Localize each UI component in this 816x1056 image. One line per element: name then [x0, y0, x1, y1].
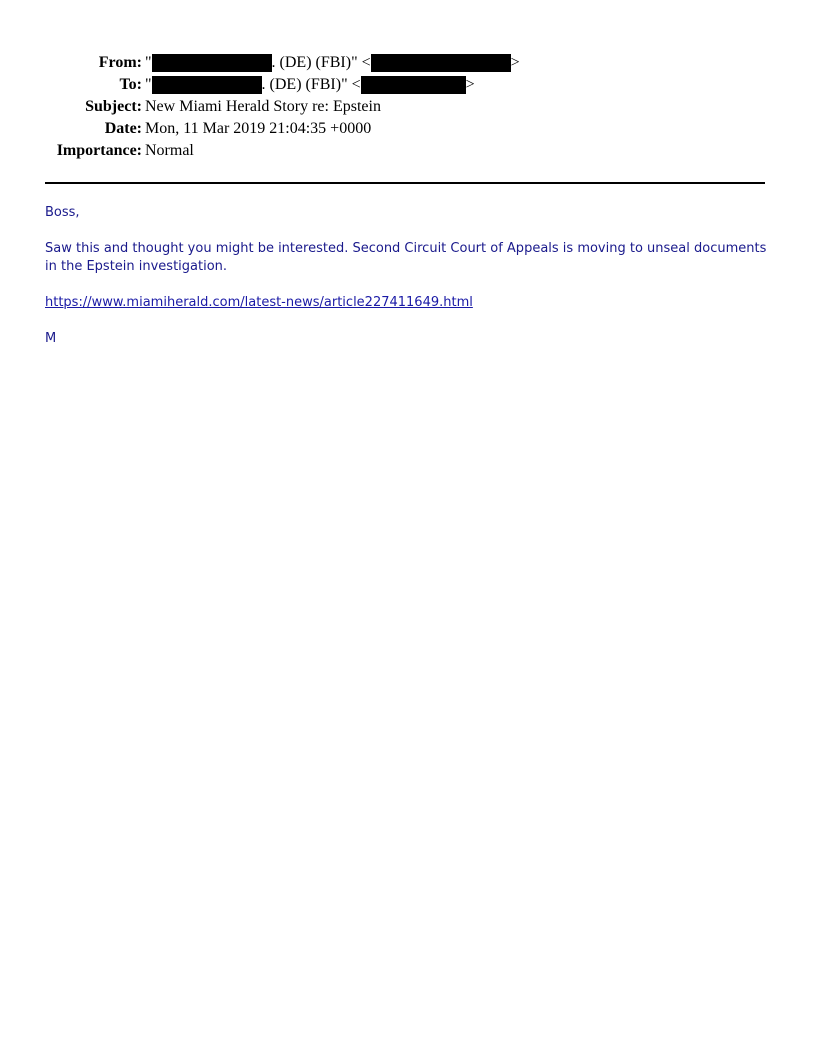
to-prefix: " — [145, 76, 152, 93]
date-value: Mon, 11 Mar 2019 21:04:35 +0000 — [145, 120, 372, 137]
redaction-block — [152, 54, 272, 72]
header-divider — [45, 182, 765, 184]
subject-row — [0, 96, 816, 118]
redaction-block — [361, 76, 466, 94]
body-paragraph: Saw this and thought you might be interested. Second Circuit Court of Appeals is moving to unseal documents in the Epstein investigation. — [45, 241, 767, 274]
date-label: Date: — [104, 120, 142, 137]
to-name-suffix: . (DE) (FBI)" < — [261, 76, 361, 93]
from-label: From: — [98, 54, 142, 71]
from-email-suffix: > — [510, 54, 520, 71]
date-row — [0, 118, 816, 140]
from-row — [0, 52, 816, 74]
from-name-suffix: . (DE) (FBI)" < — [271, 54, 371, 71]
from-value — [145, 52, 520, 74]
to-email-suffix: > — [465, 76, 475, 93]
to-row — [0, 74, 816, 96]
greeting: Boss, — [45, 205, 80, 220]
redaction-block — [371, 54, 511, 72]
from-prefix: " — [145, 54, 152, 71]
redaction-block — [152, 76, 262, 94]
signature: M — [45, 331, 57, 346]
article-link[interactable]: https://www.miamiherald.com/latest-news/article227411649.html — [45, 295, 473, 310]
importance-row — [0, 140, 816, 162]
importance-label: Importance: — [56, 142, 142, 159]
email-body — [45, 204, 770, 366]
subject-label: Subject: — [85, 98, 142, 115]
article-link-paragraph — [45, 294, 770, 312]
to-label: To: — [119, 76, 142, 93]
to-value — [145, 74, 475, 96]
subject-value: New Miami Herald Story re: Epstein — [145, 98, 381, 115]
importance-value: Normal — [145, 142, 194, 159]
email-header — [0, 52, 816, 162]
